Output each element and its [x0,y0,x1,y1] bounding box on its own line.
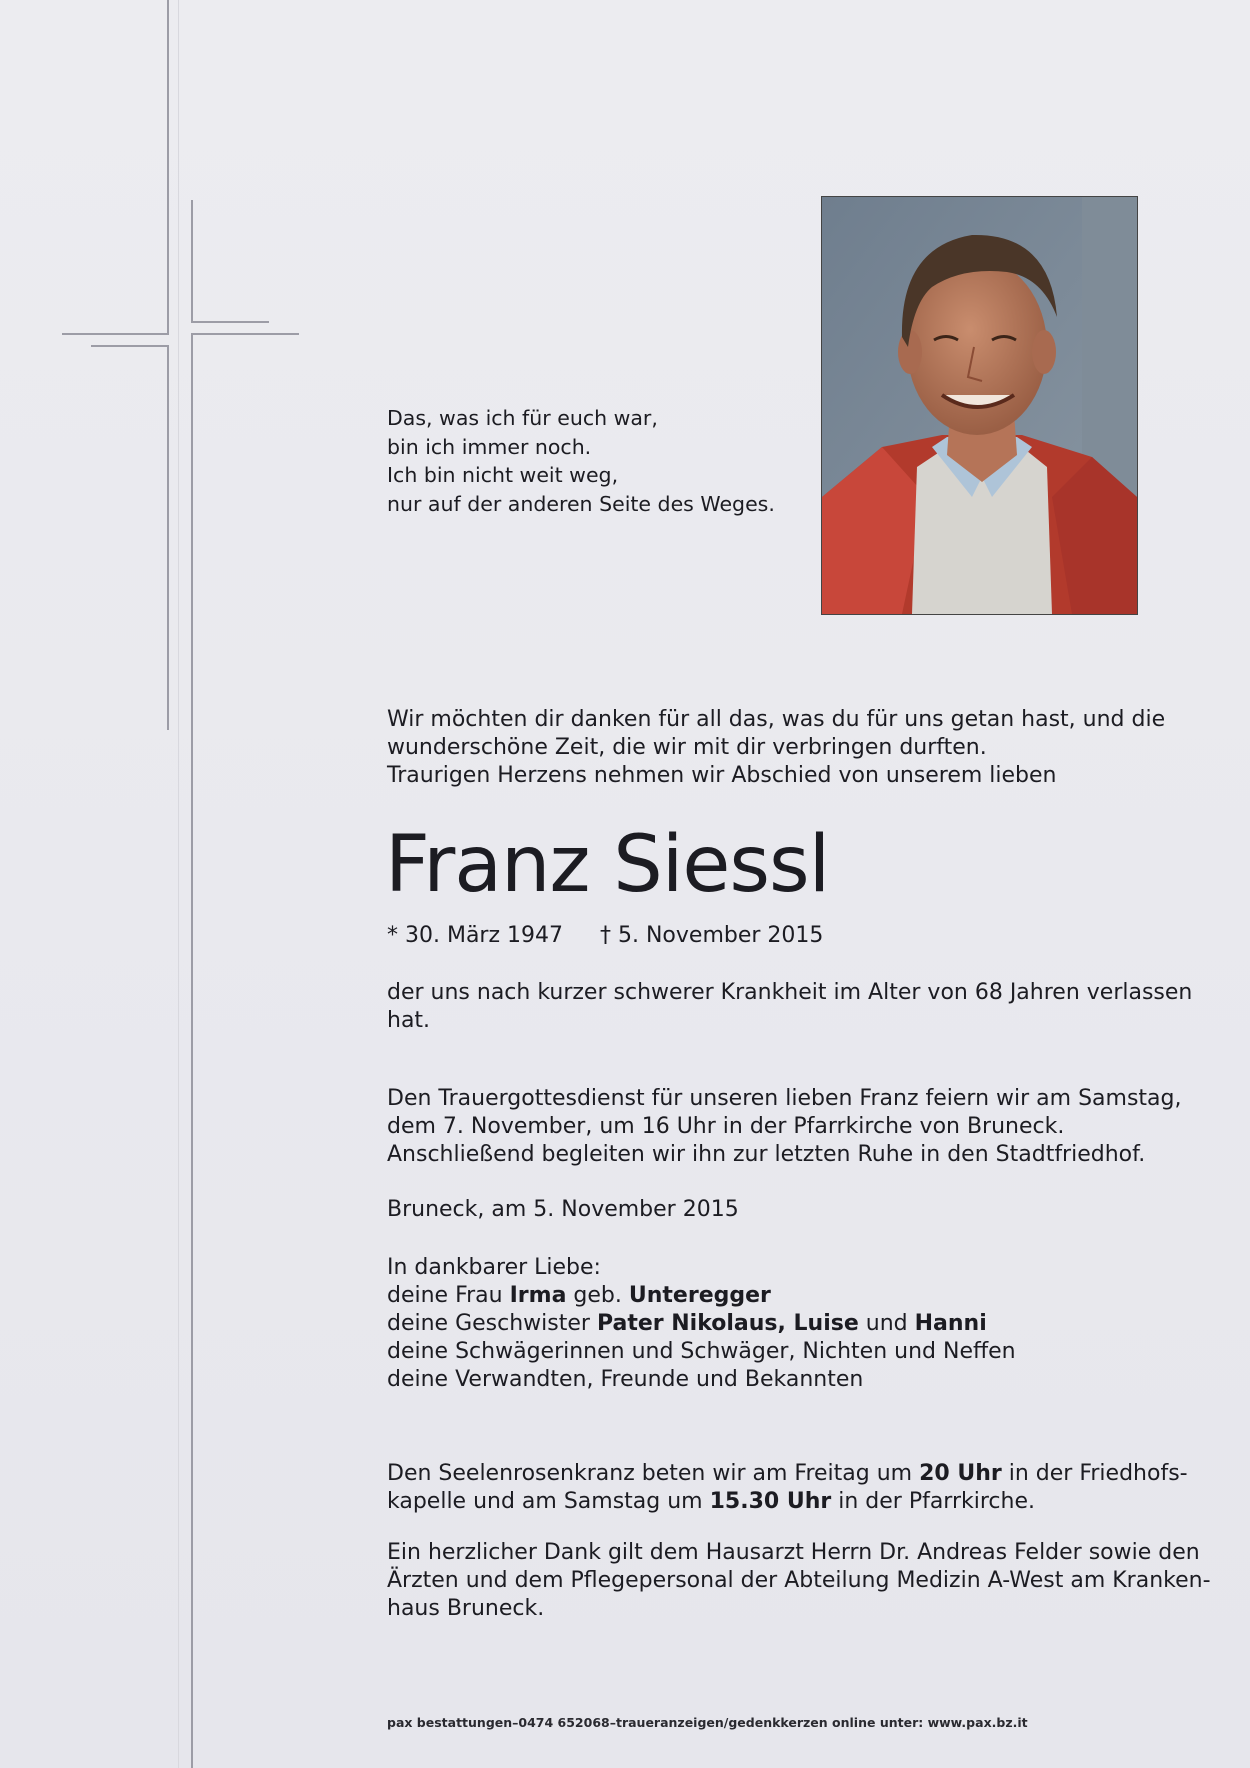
text-line: Den Seelenrosenkranz beten wir am Freitag um 20 Uhr in der Friedhofs- [387,1461,1188,1486]
place-date: Bruneck, am 5. November 2015 [387,1197,739,1222]
text-line: dem 7. November, um 16 Uhr in der Pfarrkirche von Bruneck. [387,1114,1065,1139]
poem-line: bin ich immer noch. [387,434,592,459]
passing-paragraph [387,979,1193,1035]
poem-line: nur auf der anderen Seite des Weges. [387,491,775,516]
text-line: Ein herzlicher Dank gilt dem Hausarzt Herrn Dr. Andreas Felder sowie den [387,1540,1200,1565]
deceased-name: Franz Siessl [385,820,830,910]
text-line: Ärzten und dem Pflegepersonal der Abteilung Medizin A-West am Kranken- [387,1568,1211,1593]
portrait-photo [821,196,1138,615]
text-line: wunderschöne Zeit, die wir mit dir verbringen durften. [387,735,987,760]
text-line: Anschließend begleiten wir ihn zur letzten Ruhe in den Stadtfriedhof. [387,1142,1146,1167]
gratitude-paragraph [387,1539,1211,1623]
thanks-paragraph [387,706,1166,790]
text-line: Den Trauergottesdienst für unseren lieben Franz feiern wir am Samstag, [387,1086,1182,1111]
family-wife: deine Frau Irma geb. Unteregger [387,1283,771,1308]
text-line: kapelle und am Samstag um 15.30 Uhr in der Pfarrkirche. [387,1489,1035,1514]
funeral-service-paragraph [387,1085,1182,1169]
poem-line: Das, was ich für euch war, [387,406,658,430]
family-intro: In dankbarer Liebe: [387,1255,601,1280]
family-siblings: deine Geschwister Pater Nikolaus, Luise und Hanni [387,1311,987,1336]
text-line: der uns nach kurzer schwerer Krankheit im Alter von 68 Jahren verlassen [387,980,1193,1005]
text-line: Traurigen Herzens nehmen wir Abschied von unserem lieben [387,763,1057,788]
text-line: haus Bruneck. [387,1596,545,1621]
text-line: Wir möchten dir danken für all das, was du für uns getan hast, und die [387,707,1166,732]
poem-line: Ich bin nicht weit weg, [387,463,619,487]
family-list [387,1254,1137,1394]
footer-imprint: pax bestattungen–0474 652068–traueranzeigen/gedenkkerzen online unter: www.pax.bz.it [387,1715,1028,1730]
death-date: † 5. November 2015 [600,923,824,948]
family-relatives: deine Verwandten, Freunde und Bekannten [387,1367,864,1392]
text-line: hat. [387,1008,431,1033]
birth-date: * 30. März 1947 [387,923,564,948]
rosary-paragraph [387,1460,1188,1516]
family-inlaws: deine Schwägerinnen und Schwäger, Nichten und Neffen [387,1339,1016,1364]
